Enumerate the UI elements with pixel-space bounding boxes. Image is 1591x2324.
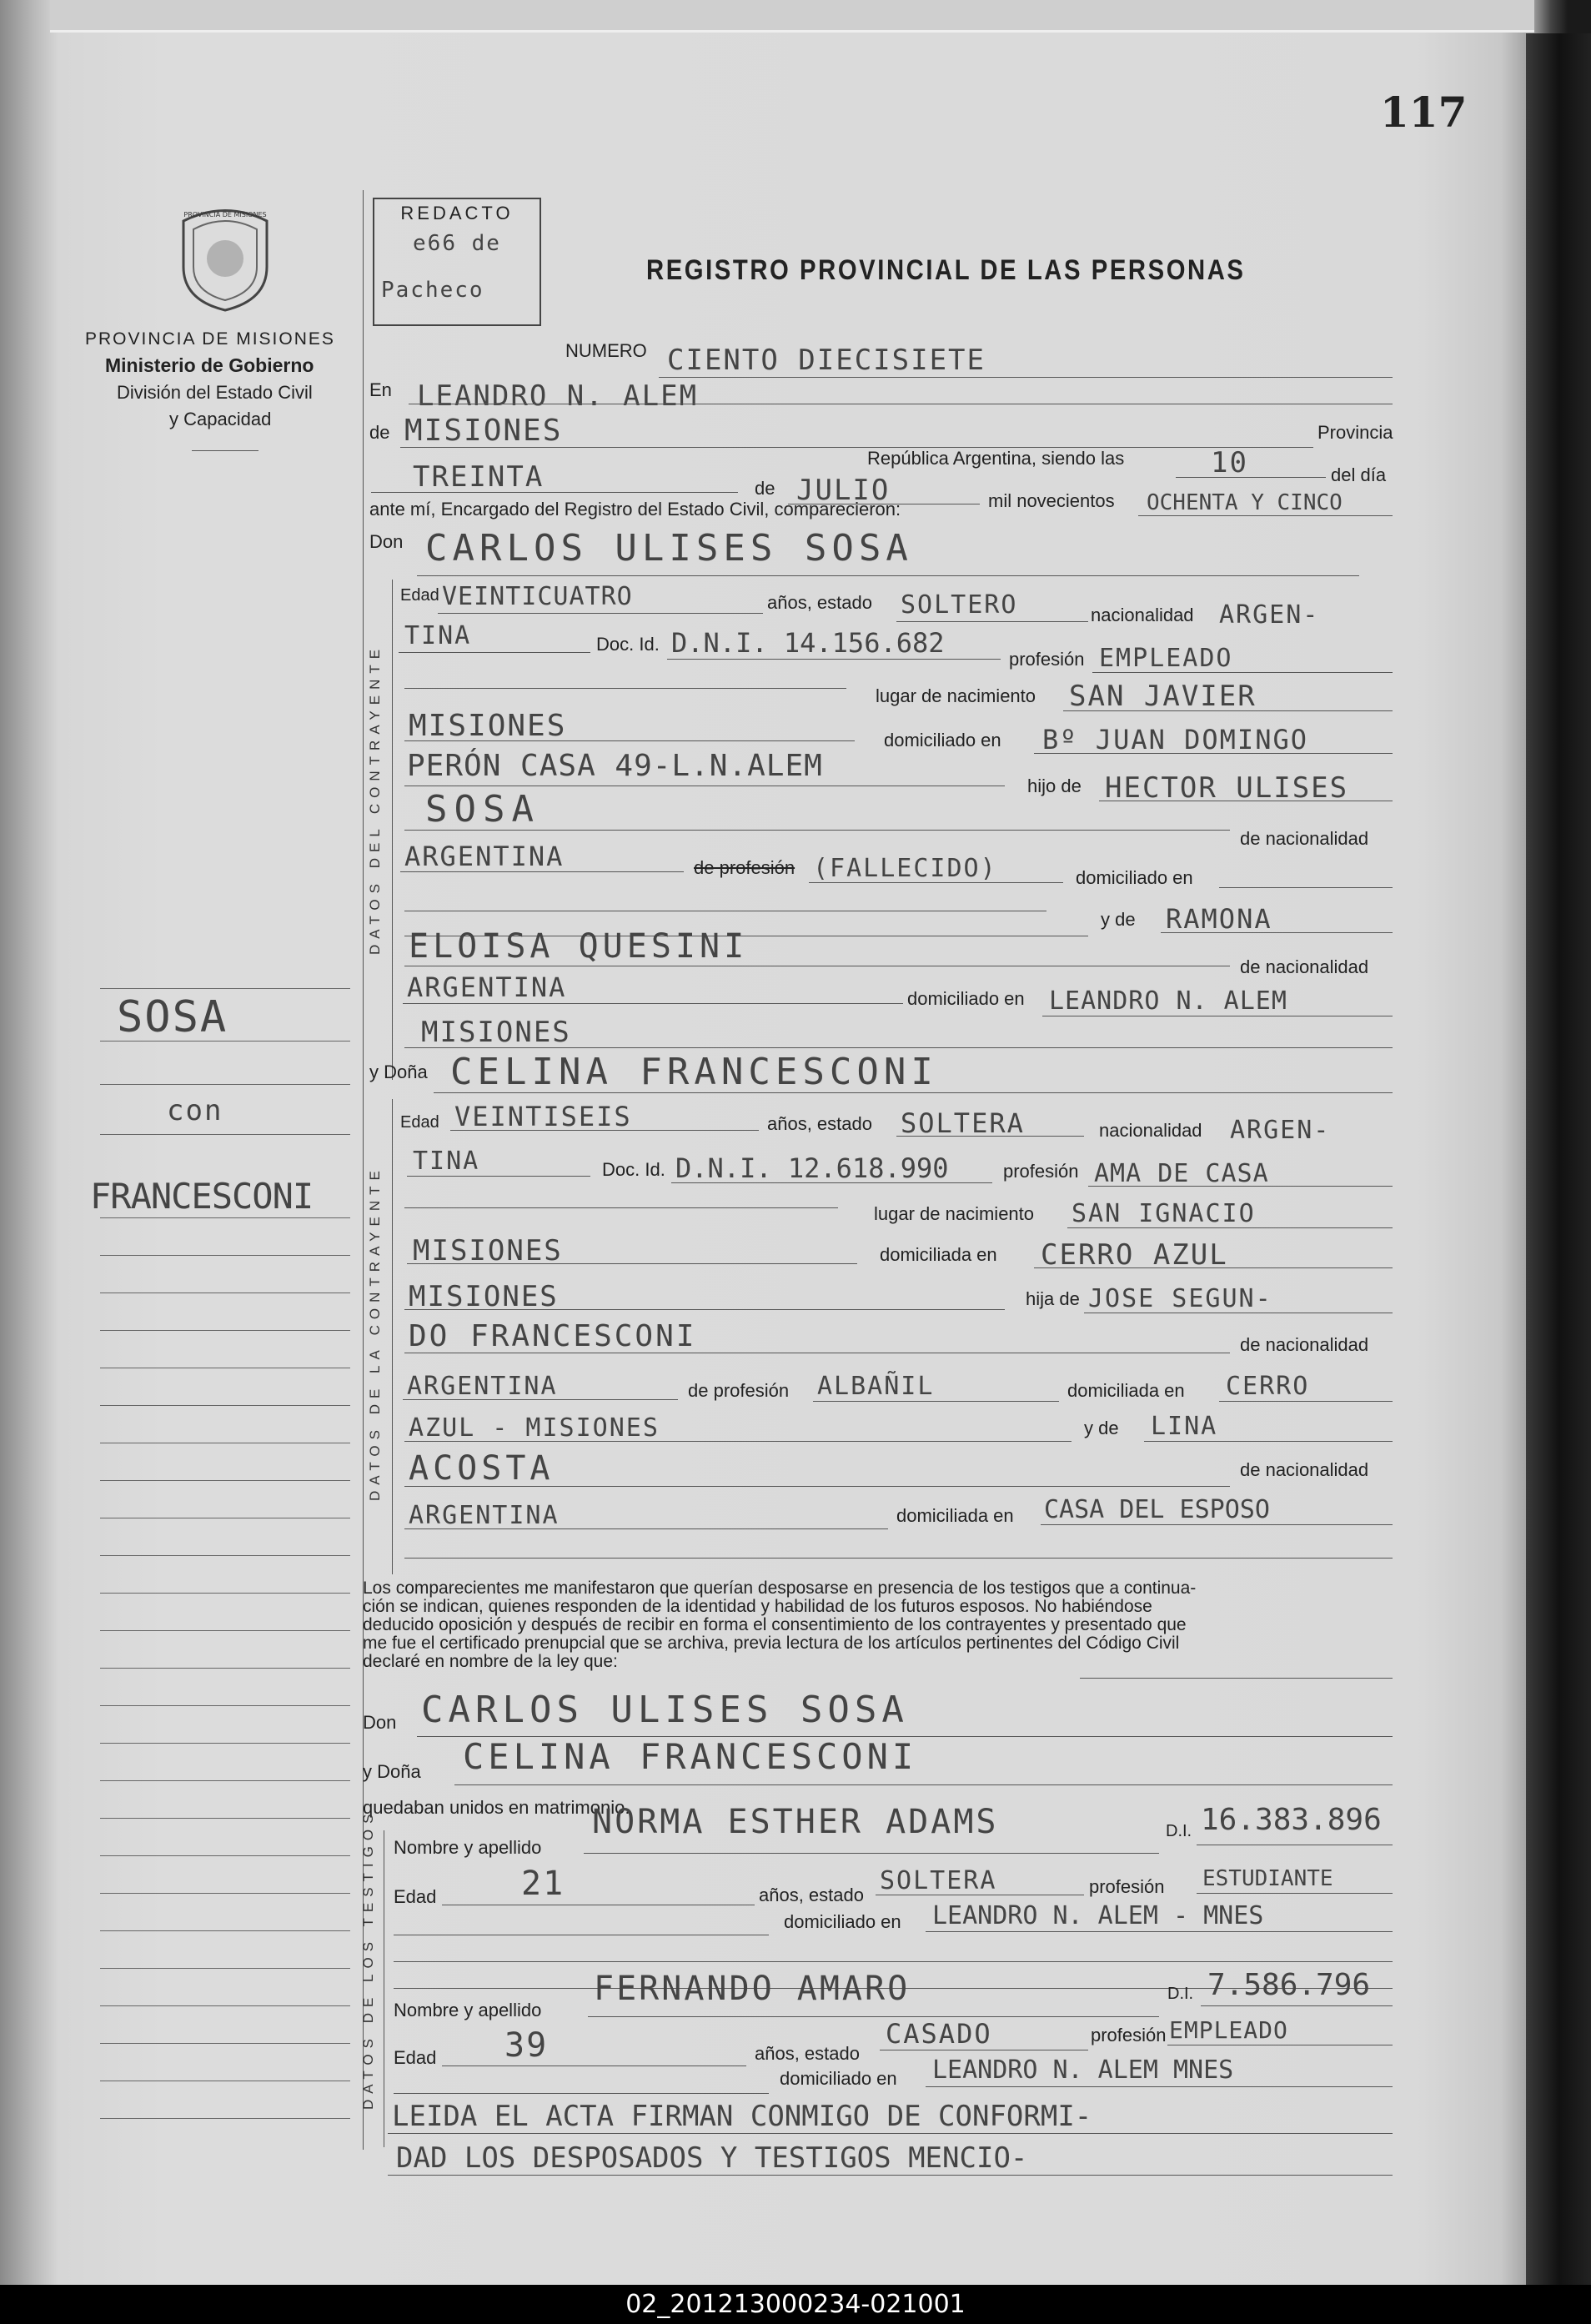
margin-line [100,1593,350,1594]
f-domic-value1: CERRO AZUL [1041,1238,1228,1272]
f-madre-value1: LINA [1151,1412,1218,1441]
margin-line [100,1893,350,1894]
decl-line-2: ción se indican, quienes responden de la identidad y habilidad de los futuros esposos. No habiéndose [363,1597,1152,1616]
f-nac-value1: ARGEN- [1230,1116,1331,1145]
dia-value: TREINTA [413,460,545,494]
f-doc-value: D.N.I. 12.618.990 [675,1152,949,1184]
c-padre-prof-label: de profesión [694,857,796,878]
decl-don-label: Don [363,1712,397,1733]
decl-line-1: Los comparecientes me manifestaron que querían desposarse en presencia de los testigos que a continua- [363,1579,1197,1598]
org-line-2: Ministerio de Gobierno [105,354,314,376]
decl-unidos: quedaban unidos en matrimonio. [363,1797,630,1818]
c-doc-value: D.N.I. 14.156.682 [671,627,945,659]
decl-line-5: declaré en nombre de la ley que: [363,1652,618,1671]
f-anos-label: años, estado [767,1113,872,1134]
c-edad-value: VEINTICUATRO [442,582,633,611]
f-domic-value2: MISIONES [409,1280,559,1313]
org-divider [192,450,258,451]
en-label: En [369,379,392,400]
t2-domic-value: LEANDRO N. ALEM MNES [932,2055,1234,2085]
margin-line [100,1084,350,1085]
mil-label: mil novecientos [988,490,1115,511]
t1-domic-value: LEANDRO N. ALEM - MNES [932,1901,1264,1930]
c-prof-value: EMPLEADO [1099,644,1233,673]
hora-value: 10 [1211,446,1248,479]
f-doc-label: Doc. Id. [602,1159,665,1180]
numero-value: CIENTO DIECISIETE [667,344,986,377]
f-y-de-label: y de [1084,1418,1119,1438]
ante-text: ante mí, Encargado del Registro del Estado Civil, comparecieron: [369,499,901,520]
c-padre-domic-label: domiciliado en [1076,867,1193,888]
margin-name-francesconi: FRANCESCONI [90,1176,314,1217]
document-title: REGISTRO PROVINCIAL DE LAS PERSONAS [646,254,1246,286]
page-number: 117 [1380,88,1468,137]
f-madre-domic-label: domiciliada en [896,1505,1014,1526]
c-hijo-label: hijo de [1027,776,1082,796]
c-madre-value1: RAMONA [1166,903,1272,935]
margin-line [100,1134,350,1135]
anio-value: OCHENTA Y CINCO [1147,490,1343,515]
org-line-1: PROVINCIA DE MISIONES [85,329,335,349]
c-domic-value2: PERÓN CASA 49-L.N.ALEM [407,749,823,783]
margin-line [100,1780,350,1781]
margin-line [100,988,350,989]
margin-line [100,1818,350,1819]
f-prof-value: AMA DE CASA [1094,1159,1269,1188]
de-label: de [369,422,390,443]
contrayente-side-label: DATOS DEL CONTRAYENTE [367,643,383,955]
margin-line [100,1405,350,1406]
t2-edad-label: Edad [394,2047,437,2068]
t1-di-label: D.I. [1166,1822,1192,1840]
margin-line [100,1930,350,1931]
margin-line [100,1041,350,1042]
f-lugar-label: lugar de nacimiento [874,1203,1035,1224]
c-prof-label: profesión [1009,649,1085,670]
page-top-edge [50,0,1534,33]
t1-prof-value: ESTUDIANTE [1202,1866,1333,1891]
f-prof-label: profesión [1003,1161,1079,1182]
f-de-nac-label-2: de nacionalidad [1240,1459,1369,1480]
f-nac-label: nacionalidad [1099,1120,1202,1141]
scan-footer-id: 02_201213000234-021001 [0,2285,1591,2324]
t2-nombre-label: Nombre y apellido [394,2000,542,2020]
c-nac-value1: ARGEN- [1219,600,1320,630]
t1-anos-label: años, estado [759,1885,864,1905]
c-y-de-label: y de [1101,909,1136,930]
f-lugar-value2: MISIONES [413,1234,563,1267]
c-estado-value: SOLTERO [901,590,1018,620]
c-lugar-value2: MISIONES [409,709,567,743]
province-seal [175,200,275,313]
c-padre-nac: ARGENTINA [404,841,565,872]
f-padre-prof-label: de profesión [688,1380,790,1401]
testigos-side-label: DATOS DE LOS TESTIGOS [360,1808,376,2110]
numero-label: NUMERO [565,340,647,361]
republica-label: República Argentina, siendo las [867,448,1125,469]
de-mes-label: de [755,478,775,499]
c-anos-label: años, estado [767,592,872,613]
mes-value: JULIO [796,474,891,507]
margin-line [100,1855,350,1856]
margin-line [100,1743,350,1744]
c-domic-value1: Bº JUAN DOMINGO [1042,724,1308,755]
f-madre-nac: ARGENTINA [409,1501,560,1530]
decl-dona-label: y Doña [363,1761,421,1782]
margin-line [100,1480,350,1481]
c-lugar-label: lugar de nacimiento [876,685,1036,706]
cierre-line-2: DAD LOS DESPOSADOS Y TESTIGOS MENCIO- [396,2141,1028,2175]
margin-line [100,1705,350,1706]
org-line-3: División del Estado Civil [117,382,313,403]
f-madre-domic: CASA DEL ESPOSO [1044,1495,1270,1524]
margin-line [100,1217,350,1218]
t1-prof-label: profesión [1089,1876,1165,1897]
de-value: MISIONES [404,414,563,448]
cierre-line-1: LEIDA EL ACTA FIRMAN CONMIGO DE CONFORMI- [392,2100,1092,2133]
t1-di-value: 16.383.896 [1201,1803,1382,1837]
c-madre-domic2: MISIONES [421,1016,571,1049]
margin-line [100,1555,350,1556]
binding-edge [1526,33,1591,2285]
margin-name-con: con [167,1094,223,1127]
contrayenta-side-label: DATOS DE LA CONTRAYENTE [367,1165,383,1501]
stamp-line-2: e66 de [413,231,501,256]
stamp-line-1: REDACTO [400,203,514,223]
margin-line [100,1630,350,1631]
f-domic-label: domiciliada en [880,1244,997,1265]
f-padre-domic2: AZUL - MISIONES [409,1413,660,1443]
c-madre-value2: ELOISA QUESINI [409,927,749,966]
decl-don-value: CARLOS ULISES SOSA [421,1689,909,1731]
en-value: LEANDRO N. ALEM [417,379,699,413]
c-nac-value2: TINA [404,621,472,650]
margin-line [100,1968,350,1969]
del-dia-label: del día [1331,464,1387,485]
t2-domic-label: domiciliado en [780,2068,897,2089]
f-padre-prof: ALBAÑIL [817,1372,935,1401]
c-padre-value1: HECTOR ULISES [1105,771,1349,805]
f-padre-nac: ARGENTINA [407,1372,558,1401]
c-padre-prof: (FALLECIDO) [813,854,997,883]
f-padre-value2: DO FRANCESCONI [409,1319,697,1353]
c-de-nac-label-2: de nacionalidad [1240,956,1369,977]
c-domic-label: domiciliado en [884,730,1001,750]
c-nac-label: nacionalidad [1091,605,1194,625]
f-padre-value1: JOSE SEGUN- [1088,1284,1272,1313]
c-lugar-value1: SAN JAVIER [1069,680,1257,713]
t2-di-label: D.I. [1167,1985,1194,2003]
t2-estado-value: CASADO [886,2018,992,2050]
svg-text:PROVINCIA DE MISIONES: PROVINCIA DE MISIONES [183,211,267,218]
f-lugar-value1: SAN IGNACIO [1072,1199,1256,1228]
t2-prof-label: profesión [1091,2025,1167,2045]
f-estado-value: SOLTERA [901,1107,1025,1139]
stamp-line-3: Pacheco [381,278,484,303]
f-padre-domic-label: domiciliada en [1067,1380,1185,1401]
don-label: Don [369,531,404,552]
f-padre-domic1: CERRO [1226,1372,1310,1401]
t1-edad-value: 21 [521,1865,565,1903]
provincia-label: Provincia [1317,422,1393,443]
c-madre-nac: ARGENTINA [407,971,567,1003]
margin-name-sosa: SOSA [117,992,228,1042]
don-value: CARLOS ULISES SOSA [425,527,913,570]
org-line-4: y Capacidad [169,409,272,429]
t1-domic-label: domiciliado en [784,1911,901,1932]
margin-line [100,2005,350,2006]
t1-nombre-label: Nombre y apellido [394,1837,542,1858]
t2-di-value: 7.586.796 [1207,1968,1371,2002]
f-de-nac-label-1: de nacionalidad [1240,1334,1369,1355]
t2-anos-label: años, estado [755,2043,860,2064]
margin-line [100,2118,350,2119]
f-madre-value2: ACOSTA [409,1449,555,1488]
decl-line-4: me fue el certificado prenupcial que se archiva, previa lectura de los artículos pertinentes del Código Civil [363,1634,1180,1653]
c-padre-value2: SOSA [425,788,540,831]
margin-line [100,2043,350,2044]
c-madre-domic1: LEANDRO N. ALEM [1049,986,1287,1016]
decl-dona-value: CELINA FRANCESCONI [463,1736,918,1777]
decl-line-3: deducido oposición y después de recibir en forma el consentimiento de los contrayentes y presentado que [363,1615,1187,1634]
t2-prof-value: EMPLEADO [1169,2016,1288,2044]
t1-edad-label: Edad [394,1886,437,1907]
f-hija-label: hija de [1026,1288,1080,1309]
t2-nombre-value: FERNANDO AMARO [594,1970,911,2008]
f-nac-value2: TINA [413,1147,480,1176]
c-madre-domic-label: domiciliado en [907,988,1025,1009]
t2-edad-value: 39 [504,2026,549,2065]
redacto-stamp [373,198,541,326]
t1-estado-value: SOLTERA [880,1866,997,1895]
c-edad-label: Edad [400,586,439,605]
f-edad-value: VEINTISEIS [454,1101,632,1132]
margin-line [100,1668,350,1669]
t1-nombre-value: NORMA ESTHER ADAMS [592,1803,999,1841]
margin-line [100,1255,350,1256]
c-de-nac-label-1: de nacionalidad [1240,828,1369,849]
dona-label: y Doña [369,1062,428,1082]
c-doc-label: Doc. Id. [596,634,660,655]
dona-value: CELINA FRANCESCONI [450,1051,938,1093]
f-edad-label: Edad [400,1113,439,1132]
margin-line [100,1330,350,1331]
